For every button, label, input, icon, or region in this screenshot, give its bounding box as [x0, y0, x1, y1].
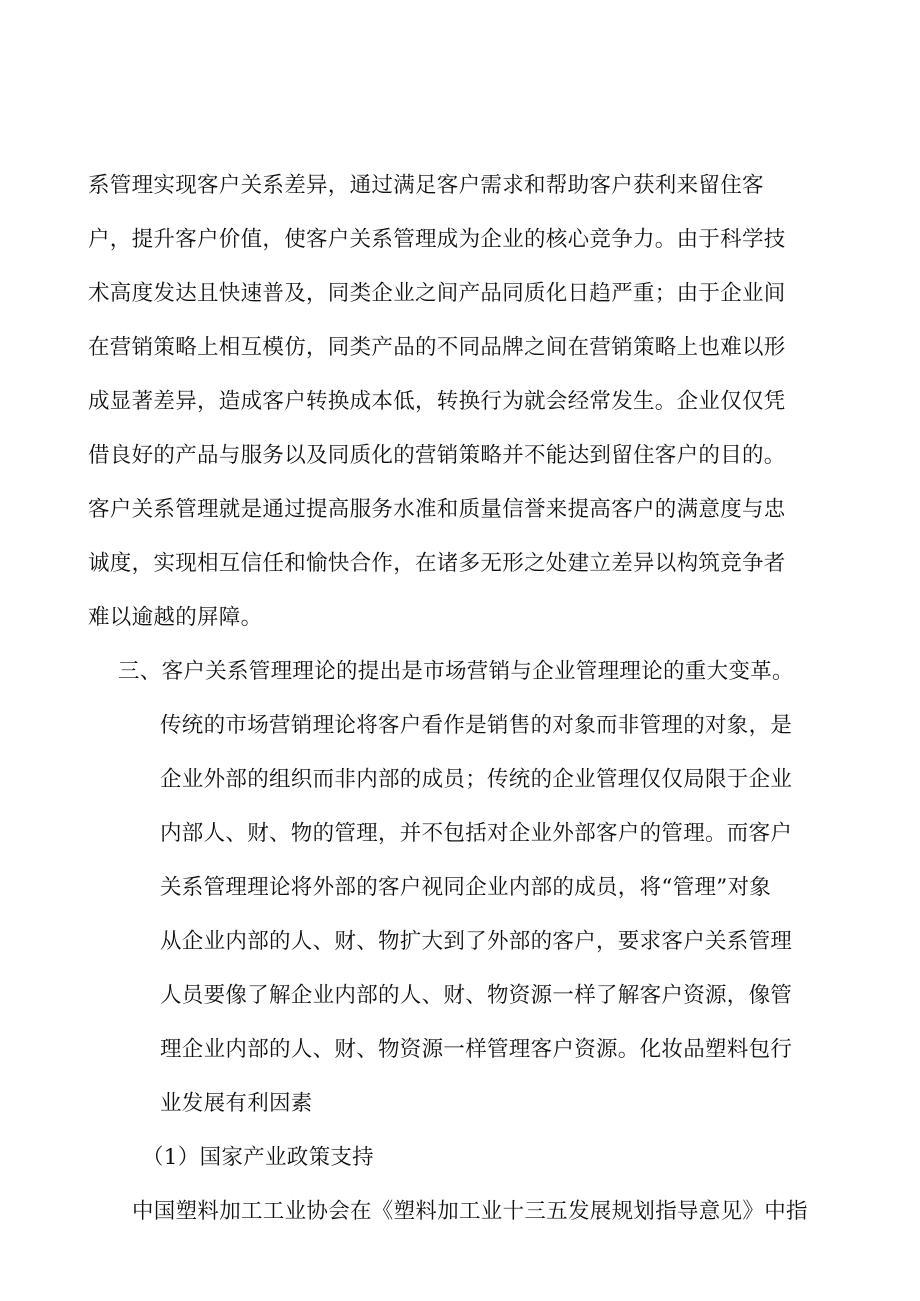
- section-body-line: 业发展有利因素: [160, 1091, 313, 1116]
- paragraph-line: 借良好的产品与服务以及同质化的营销策略并不能达到留住客户的目的。: [88, 443, 786, 468]
- paragraph-line: 难以逾越的屏障。: [88, 605, 263, 630]
- section-heading: 三、客户关系管理理论的提出是市场营销与企业管理理论的重大变革。: [118, 659, 794, 684]
- paragraph-line: 中国塑料加工工业协会在《塑料加工业十三五发展规划指导意见》中指: [132, 1199, 808, 1224]
- paragraph-line: 客户关系管理就是通过提高服务水准和质量信誉来提高客户的满意度与忠: [88, 497, 786, 522]
- section-body-line: 企业外部的组织而非内部的成员；传统的企业管理仅仅局限于企业: [160, 767, 793, 792]
- section-body-line: 从企业内部的人、财、物扩大到了外部的客户，要求客户关系管理: [160, 929, 793, 954]
- paragraph-line: 系管理实现客户关系差异，通过满足客户需求和帮助客户获利来留住客: [88, 173, 764, 198]
- subheading-policy-support: （1）国家产业政策支持: [142, 1145, 374, 1170]
- section-body-line: 关系管理理论将外部的客户视同企业内部的成员，将“管理”对象: [160, 875, 772, 900]
- section-body-line: 人员要像了解企业内部的人、财、物资源一样了解客户资源，像管: [160, 983, 793, 1008]
- paragraph-line: 诚度，实现相互信任和愉快合作，在诸多无形之处建立差异以构筑竞争者: [88, 551, 786, 576]
- section-body-line: 传统的市场营销理论将客户看作是销售的对象而非管理的对象，是: [160, 713, 793, 738]
- section-body-line: 内部人、财、物的管理，并不包括对企业外部客户的管理。而客户: [160, 821, 793, 846]
- section-body-line: 理企业内部的人、财、物资源一样管理客户资源。化妆品塑料包行: [160, 1037, 793, 1062]
- paragraph-line: 成显著差异，造成客户转换成本低，转换行为就会经常发生。企业仅仅凭: [88, 389, 786, 414]
- paragraph-line: 户，提升客户价值，使客户关系管理成为企业的核心竞争力。由于科学技: [88, 227, 786, 252]
- paragraph-line: 术高度发达且快速普及，同类企业之间产品同质化日趋严重；由于企业间: [88, 281, 786, 306]
- paragraph-line: 在营销策略上相互模仿，同类产品的不同品牌之间在营销策略上也难以形: [88, 335, 786, 360]
